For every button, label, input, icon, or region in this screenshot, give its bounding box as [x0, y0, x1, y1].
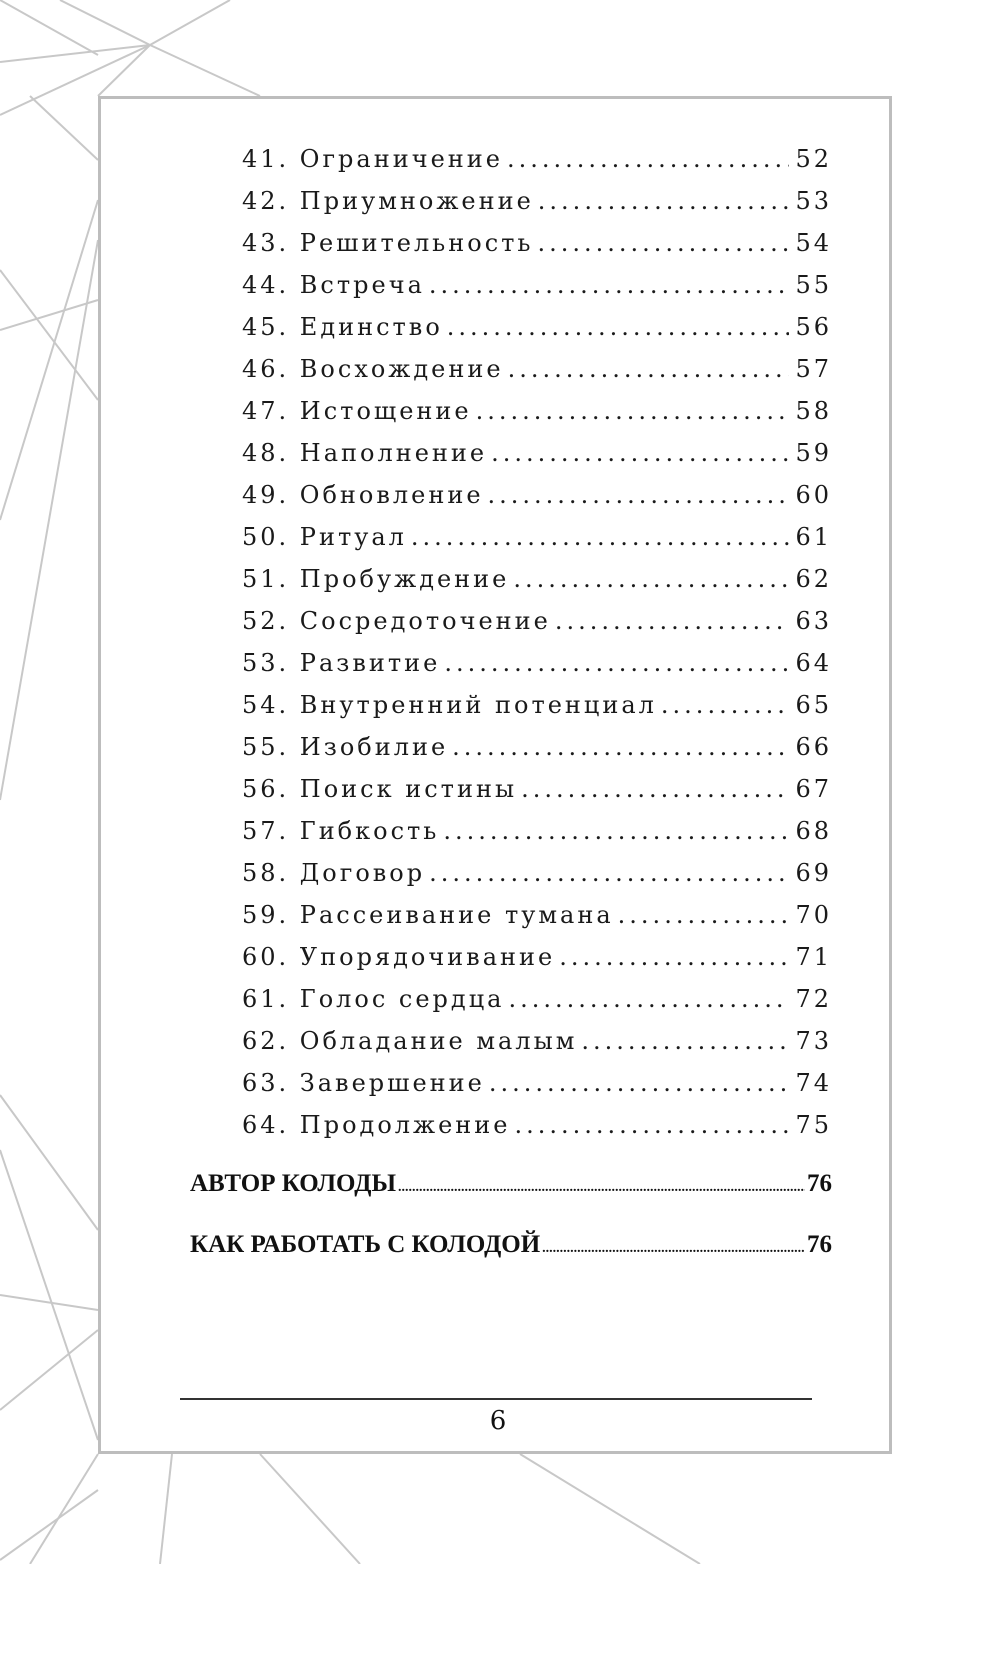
table-of-contents	[242, 138, 832, 1146]
toc-entry-47[interactable]	[242, 390, 832, 432]
toc-entry-59[interactable]	[242, 894, 832, 936]
dot-leader	[476, 390, 790, 432]
toc-entry-62[interactable]	[242, 1020, 832, 1062]
dot-leader	[513, 558, 789, 600]
toc-entry-51[interactable]	[242, 558, 832, 600]
toc-entry-54[interactable]	[242, 684, 832, 726]
toc-entry-63[interactable]	[242, 1062, 832, 1104]
toc-entry-49[interactable]	[242, 474, 832, 516]
entry-page: 63	[795, 607, 832, 635]
entry-label: 56. Поиск истины	[242, 775, 518, 803]
toc-entry-64[interactable]	[242, 1104, 832, 1146]
dot-leader	[508, 978, 789, 1020]
entry-label: 51. Пробуждение	[242, 565, 510, 593]
toc-entry-45[interactable]	[242, 306, 832, 348]
dot-leader	[429, 852, 789, 894]
entry-label: 41. Ограничение	[242, 145, 503, 173]
dot-leader	[542, 1229, 805, 1269]
dot-leader	[521, 768, 789, 810]
entry-label: 52. Сосредоточение	[242, 607, 551, 635]
entry-page: 61	[795, 523, 832, 551]
dot-leader	[538, 180, 790, 222]
entry-label: 50. Ритуал	[242, 523, 407, 551]
dot-leader	[555, 600, 790, 642]
toc-entry-52[interactable]	[242, 600, 832, 642]
toc-section-author[interactable]	[190, 1164, 832, 1204]
entry-page: 66	[795, 733, 832, 761]
entry-page: 62	[795, 565, 832, 593]
entry-page: 64	[795, 649, 832, 677]
entry-page: 52	[795, 145, 832, 173]
entry-label: 55. Изобилие	[242, 733, 449, 761]
entry-page: 53	[795, 187, 832, 215]
entry-label: 61. Голос сердца	[242, 985, 505, 1013]
section-label: АВТОР КОЛОДЫ	[190, 1170, 396, 1197]
entry-label: 48. Наполнение	[242, 439, 488, 467]
entry-page: 57	[795, 355, 832, 383]
toc-entry-60[interactable]	[242, 936, 832, 978]
entry-label: 53. Развитие	[242, 649, 441, 677]
entry-page: 74	[795, 1069, 832, 1097]
entry-page: 56	[795, 313, 832, 341]
dot-leader	[429, 264, 790, 306]
dot-leader	[559, 936, 789, 978]
toc-entry-41[interactable]	[242, 138, 832, 180]
toc-entry-42[interactable]	[242, 180, 832, 222]
entry-label: 45. Единство	[242, 313, 443, 341]
entry-page: 75	[795, 1111, 832, 1139]
entry-page: 69	[795, 859, 832, 887]
toc-entry-44[interactable]	[242, 264, 832, 306]
entry-page: 59	[795, 439, 832, 467]
dot-leader	[491, 432, 789, 474]
entry-page: 72	[795, 985, 832, 1013]
dot-leader	[581, 1020, 789, 1062]
dot-leader	[488, 474, 790, 516]
entry-label: 44. Встреча	[242, 271, 425, 299]
entry-label: 58. Договор	[242, 859, 426, 887]
entry-label: 64. Продолжение	[242, 1111, 511, 1139]
dot-leader	[661, 684, 790, 726]
dot-leader	[443, 810, 789, 852]
toc-section-how-to-use[interactable]	[190, 1225, 832, 1265]
page-number: 6	[489, 1406, 507, 1436]
footer-rule	[180, 1398, 812, 1400]
toc-entry-43[interactable]	[242, 222, 832, 264]
entry-page: 71	[795, 943, 832, 971]
entry-page: 70	[795, 901, 832, 929]
entry-label: 63. Завершение	[242, 1069, 485, 1097]
entry-label: 42. Приумножение	[242, 187, 534, 215]
entry-page: 67	[795, 775, 832, 803]
section-page: 76	[807, 1231, 832, 1258]
toc-entry-57[interactable]	[242, 810, 832, 852]
dot-leader	[444, 642, 789, 684]
dot-leader	[411, 516, 790, 558]
toc-entry-53[interactable]	[242, 642, 832, 684]
toc-entry-58[interactable]	[242, 852, 832, 894]
dot-leader	[508, 348, 790, 390]
entry-page: 54	[795, 229, 832, 257]
dot-leader	[447, 306, 790, 348]
entry-page: 60	[795, 481, 832, 509]
entry-page: 58	[795, 397, 832, 425]
dot-leader	[398, 1168, 805, 1208]
dot-leader	[618, 894, 790, 936]
dot-leader	[489, 1062, 790, 1104]
entry-page: 68	[795, 817, 832, 845]
toc-entry-55[interactable]	[242, 726, 832, 768]
dot-leader	[537, 222, 789, 264]
toc-entry-46[interactable]	[242, 348, 832, 390]
entry-label: 46. Восхождение	[242, 355, 504, 383]
dot-leader	[452, 726, 789, 768]
entry-label: 43. Решительность	[242, 229, 534, 257]
toc-entry-50[interactable]	[242, 516, 832, 558]
section-label: КАК РАБОТАТЬ С КОЛОДОЙ	[190, 1231, 541, 1258]
entry-label: 54. Внутренний потенциал	[242, 691, 657, 719]
dot-leader	[515, 1104, 790, 1146]
section-page: 76	[807, 1170, 832, 1197]
entry-page: 55	[795, 271, 832, 299]
entry-label: 57. Гибкость	[242, 817, 440, 845]
entry-page: 73	[795, 1027, 832, 1055]
entry-label: 49. Обновление	[242, 481, 484, 509]
toc-entry-56[interactable]	[242, 768, 832, 810]
toc-entry-61[interactable]	[242, 978, 832, 1020]
toc-entry-48[interactable]	[242, 432, 832, 474]
entry-label: 62. Обладание малым	[242, 1027, 578, 1055]
entry-label: 59. Рассеивание тумана	[242, 901, 614, 929]
entry-page: 65	[795, 691, 832, 719]
entry-label: 47. Истощение	[242, 397, 472, 425]
dot-leader	[507, 138, 789, 180]
entry-label: 60. Упорядочивание	[242, 943, 556, 971]
